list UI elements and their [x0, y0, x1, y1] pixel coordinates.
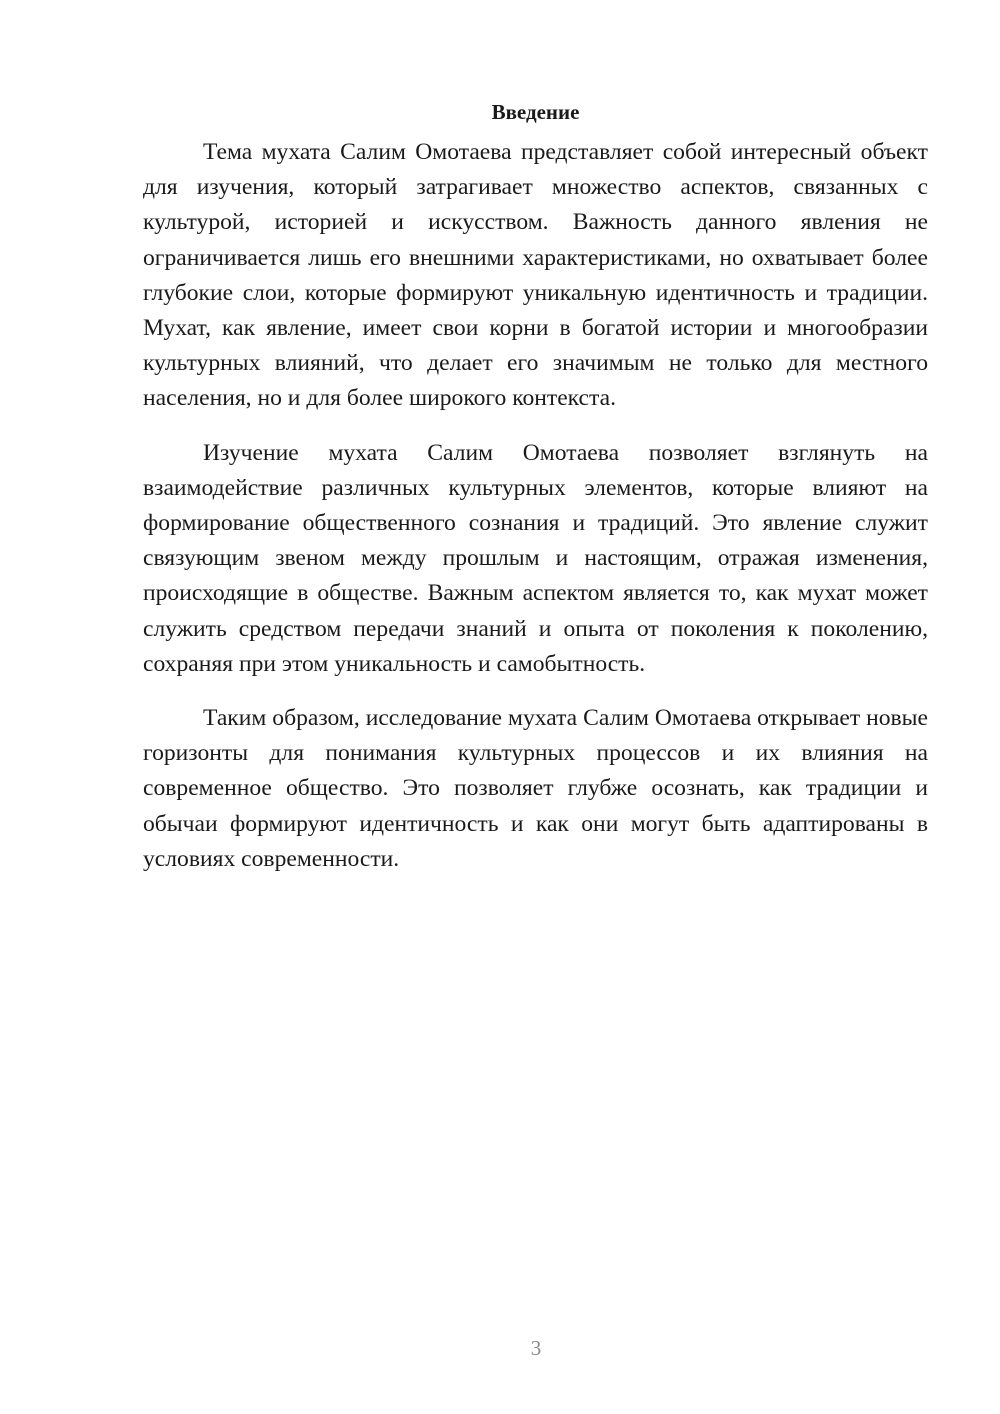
paragraph-1: Тема мухата Салим Омотаева представляет собой интересный объект для изучения, который затрагивает множество аспектов, связанных с культурой, историей и искусством. Важность данного явления не ограничивается лишь его внешними характеристиками, но охватывает более глубокие слои, которые формируют уникальную идентичность и традиции. Мухат, как явление, имеет свои корни в богатой истории и многообразии культурных влияний, что делает его значимым не только для местного населения, но и для более широкого контекста. [143, 139, 928, 412]
page-number: 3 [530, 1336, 542, 1360]
paragraph-2: Изучение мухата Салим Омотаева позволяет взглянуть на взаимодействие различных культурных элементов, которые влияют на формирование общественного сознания и традиций. Это явление служит связующим звеном между прошлым и настоящим, отражая изменения, происходящие в обществе. Важным аспектом является то, как мухат может служить средством передачи знаний и опыта от поколения к поколению, сохраняя при этом уникальность и самобытность. [143, 439, 928, 677]
paragraph-3: Таким образом, исследование мухата Салим Омотаева открывает новые горизонты для понимания культурных процессов и их влияния на современное общество. Это позволяет глубже осознать, как традиции и обычаи формируют идентичность и как они могут быть адаптированы в условиях современности. [143, 705, 928, 872]
section-title: Введение [491, 100, 580, 124]
page-body [143, 98, 928, 896]
